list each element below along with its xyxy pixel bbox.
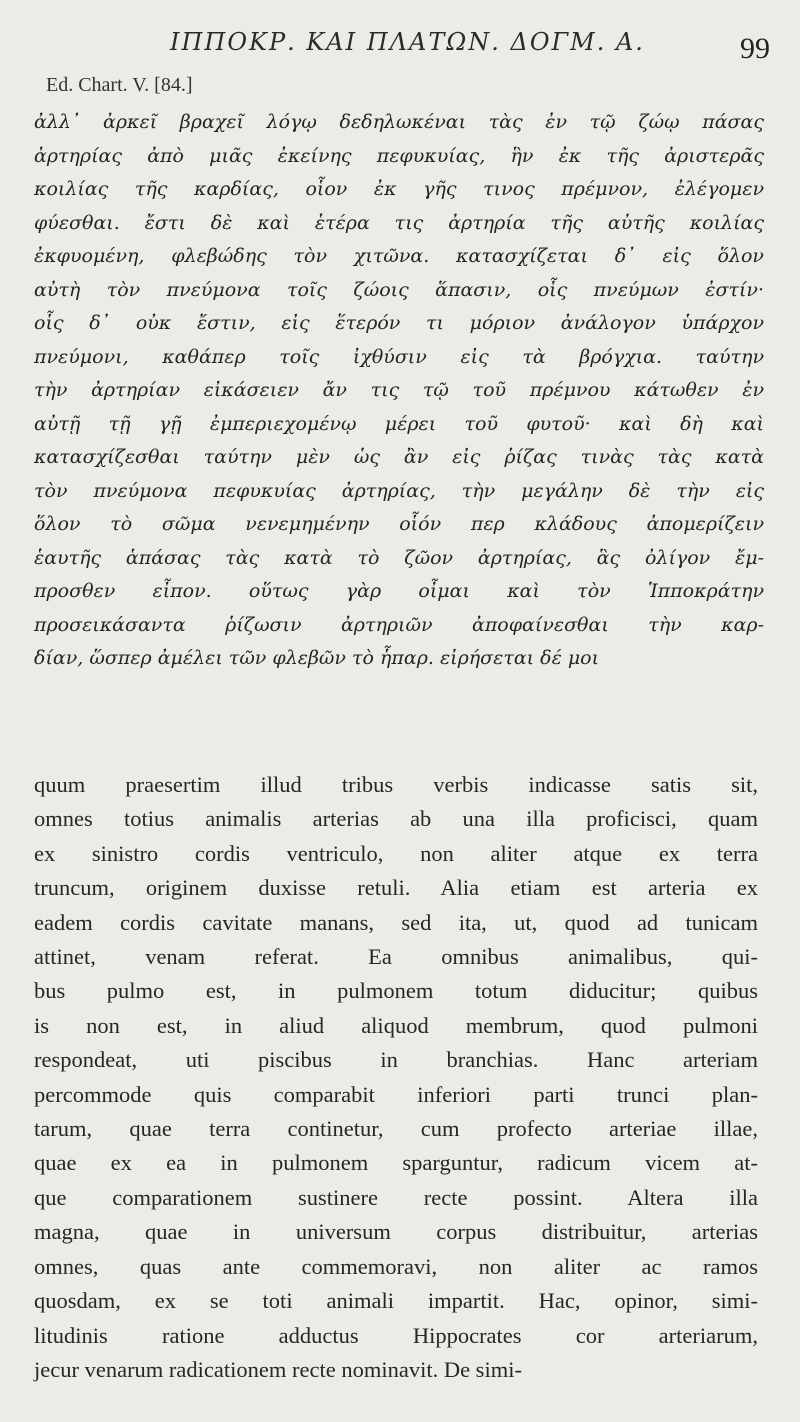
greek-text-line: ἑαυτῆς ἁπάσας τὰς κατὰ τὸ ζῶον ἀρτηρίας, ἃς ὀλίγον ἔμ- — [34, 546, 764, 569]
latin-text-line: is non est, in aliud aliquod membrum, quod pulmoni — [34, 1012, 758, 1038]
latin-text-line: bus pulmo est, in pulmonem totum diducitur; quibus — [34, 978, 758, 1004]
latin-text-block — [34, 768, 758, 1387]
greek-text-line: τὸν πνεύμονα πεφυκυίας ἀρτηρίας, τὴν μεγάλην δὲ τὴν εἰς — [34, 479, 764, 502]
page-number: 99 — [740, 32, 770, 65]
latin-text-line: quae ex ea in pulmonem sparguntur, radicum vicem at- — [34, 1150, 758, 1176]
latin-text-line: eadem cordis cavitate manans, sed ita, ut, quod ad tunicam — [34, 909, 758, 935]
latin-text-line: tarum, quae terra continetur, cum profecto arteriae illae, — [34, 1116, 758, 1142]
greek-text-line: ἀλλ᾽ ἀρκεῖ βραχεῖ λόγῳ δεδηλωκέναι τὰς ἐν τῷ ζώῳ πάσας — [34, 111, 764, 133]
greek-text-line: αὐτὴ τὸν πνεύμονα τοῖς ζώοις ἅπασιν, οἷς πνεύμων ἐστίν· — [34, 278, 764, 301]
latin-text-line: truncum, originem duxisse retuli. Alia etiam est arteria ex — [34, 875, 758, 901]
greek-text-line: προσεικάσαντα ῥίζωσιν ἀρτηριῶν ἀποφαίνεσθαι τὴν καρ- — [34, 613, 764, 636]
greek-text-line: φύεσθαι. ἔστι δὲ καὶ ἑτέρα τις ἀρτηρία τῆς αὐτῆς κοιλίας — [34, 211, 764, 234]
latin-text-line: percommode quis comparabit inferiori parti trunci plan- — [34, 1081, 758, 1107]
greek-text-line: οἷς δ᾽ οὐκ ἔστιν, εἰς ἕτερόν τι μόριον ἀνάλογον ὑπάρχον — [34, 312, 764, 334]
greek-text-line: ἀρτηρίας ἀπὸ μιᾶς ἐκείνης πεφυκυίας, ἣν ἐκ τῆς ἀριστερᾶς — [34, 144, 764, 167]
latin-text-line: quosdam, ex se toti animali impartit. Hac, opinor, simi- — [34, 1288, 758, 1314]
latin-text-line: litudinis ratione adductus Hippocrates cor arteriarum, — [34, 1322, 758, 1348]
latin-text-line: que comparationem sustinere recte possint. Altera illa — [34, 1184, 758, 1210]
latin-text-line: quum praesertim illud tribus verbis indicasse satis sit, — [34, 772, 758, 797]
latin-text-line: respondeat, uti piscibus in branchias. Hanc arteriam — [34, 1047, 758, 1073]
latin-text-line: omnes totius animalis arterias ab una illa proficisci, quam — [34, 806, 758, 832]
greek-text-line: πνεύμονι, καθάπερ τοῖς ἰχθύσιν εἰς τὰ βρόγχια. ταύτην — [34, 345, 764, 368]
greek-text-line: προσθεν εἶπον. οὕτως γὰρ οἶμαι καὶ τὸν Ἱπποκράτην — [34, 580, 764, 602]
latin-text-line: attinet, venam referat. Ea omnibus animalibus, qui- — [34, 944, 758, 970]
greek-text-line: κατασχίζεσθαι ταύτην μὲν ὡς ἂν εἰς ῥίζας τινὰς τὰς κατὰ — [34, 446, 764, 468]
greek-text-line: δίαν, ὥσπερ ἀμέλει τῶν φλεβῶν τὸ ἧπαρ. εἰρήσεται δέ μοι — [34, 647, 600, 669]
latin-text-line: magna, quae in universum corpus distribuitur, arterias — [34, 1219, 758, 1245]
greek-text-line: ὅλον τὸ σῶμα νενεμημένην οἷόν περ κλάδους ἀπομερίζειν — [34, 513, 764, 535]
latin-text-line: ex sinistro cordis ventriculo, non aliter atque ex terra — [34, 840, 758, 866]
latin-text-line: jecur venarum radicationem recte nominavit. De simi- — [34, 1356, 522, 1382]
latin-text-line: omnes, quas ante commemoravi, non aliter ac ramos — [34, 1253, 758, 1279]
greek-text-line: κοιλίας τῆς καρδίας, οἷον ἐκ γῆς τινος πρέμνον, ἐλέγομεν — [34, 178, 764, 200]
greek-text-block — [34, 106, 764, 676]
running-head: ΙΠΠΟΚΡ. ΚΑΙ ΠΛΑΤΩΝ. ΔΟΓΜ. Α. — [170, 28, 645, 56]
greek-text-line: ἐκφυομένη, φλεβώδης τὸν χιτῶνα. κατασχίζεται δ᾽ εἰς ὅλον — [34, 245, 764, 267]
greek-text-line: αὐτῇ τῇ γῇ ἐμπεριεχομένῳ μέρει τοῦ φυτοῦ· καὶ δὴ καὶ — [34, 412, 764, 435]
edition-reference: Ed. Chart. V. [84.] — [46, 74, 193, 96]
greek-text-line: τὴν ἀρτηρίαν εἰκάσειεν ἄν τις τῷ τοῦ πρέμνου κάτωθεν ἐν — [34, 379, 764, 401]
